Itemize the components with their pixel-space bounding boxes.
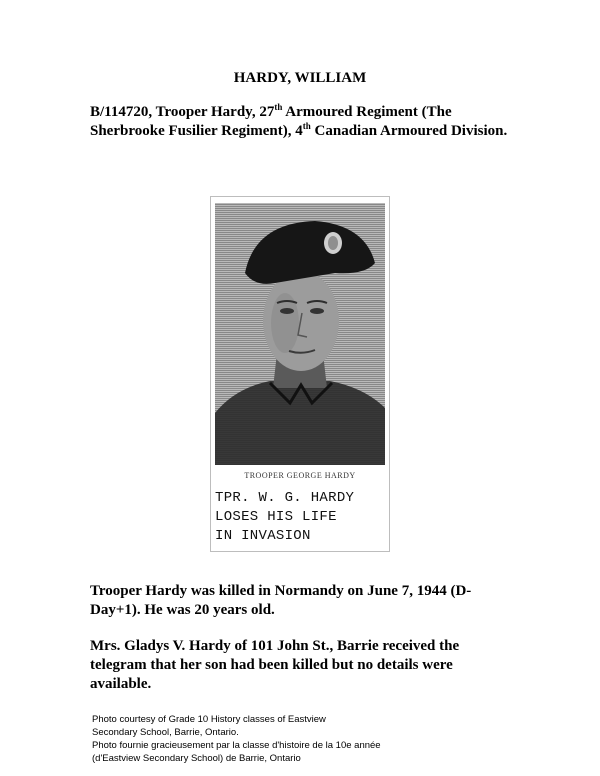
headline-line: LOSES HIS LIFE bbox=[215, 509, 337, 525]
ordinal-suffix: th bbox=[274, 102, 283, 112]
credit-line: Photo courtesy of Grade 10 History classes of Eastview bbox=[92, 714, 326, 725]
credit-line: Photo fournie gracieusement par la classe d'histoire de la 10e année bbox=[92, 740, 381, 751]
telegram-paragraph: Mrs. Gladys V. Hardy of 101 John St., Barrie received the telegram that her son had been killed but no details were available. bbox=[90, 638, 460, 692]
photo-credits bbox=[92, 713, 512, 765]
service-details-part2: Armoured Regiment (The Sherbrooke Fusilier Regiment), 4 bbox=[90, 104, 452, 139]
service-details bbox=[90, 103, 510, 141]
portrait-illustration bbox=[215, 203, 385, 465]
headline-line: TPR. W. G. HARDY bbox=[215, 490, 355, 506]
credit-line: (d'Eastview Secondary School) de Barrie, Ontario bbox=[92, 753, 301, 764]
credit-line: Secondary School, Barrie, Ontario. bbox=[92, 727, 239, 738]
headline-line: IN INVASION bbox=[215, 528, 311, 544]
clipping-headline bbox=[215, 489, 385, 546]
portrait-photo bbox=[215, 203, 385, 465]
service-details-part3: Canadian Armoured Division. bbox=[310, 123, 508, 139]
ordinal-suffix: th bbox=[302, 121, 311, 131]
death-paragraph: Trooper Hardy was killed in Normandy on June 7, 1944 (D-Day+1). He was 20 years old. bbox=[90, 583, 472, 618]
newspaper-clipping bbox=[210, 196, 390, 552]
photo-caption: TROOPER GEORGE HARDY bbox=[244, 471, 356, 480]
page-title: HARDY, WILLIAM bbox=[233, 70, 367, 86]
service-details-part1: B/114720, Trooper Hardy, 27 bbox=[90, 104, 275, 120]
